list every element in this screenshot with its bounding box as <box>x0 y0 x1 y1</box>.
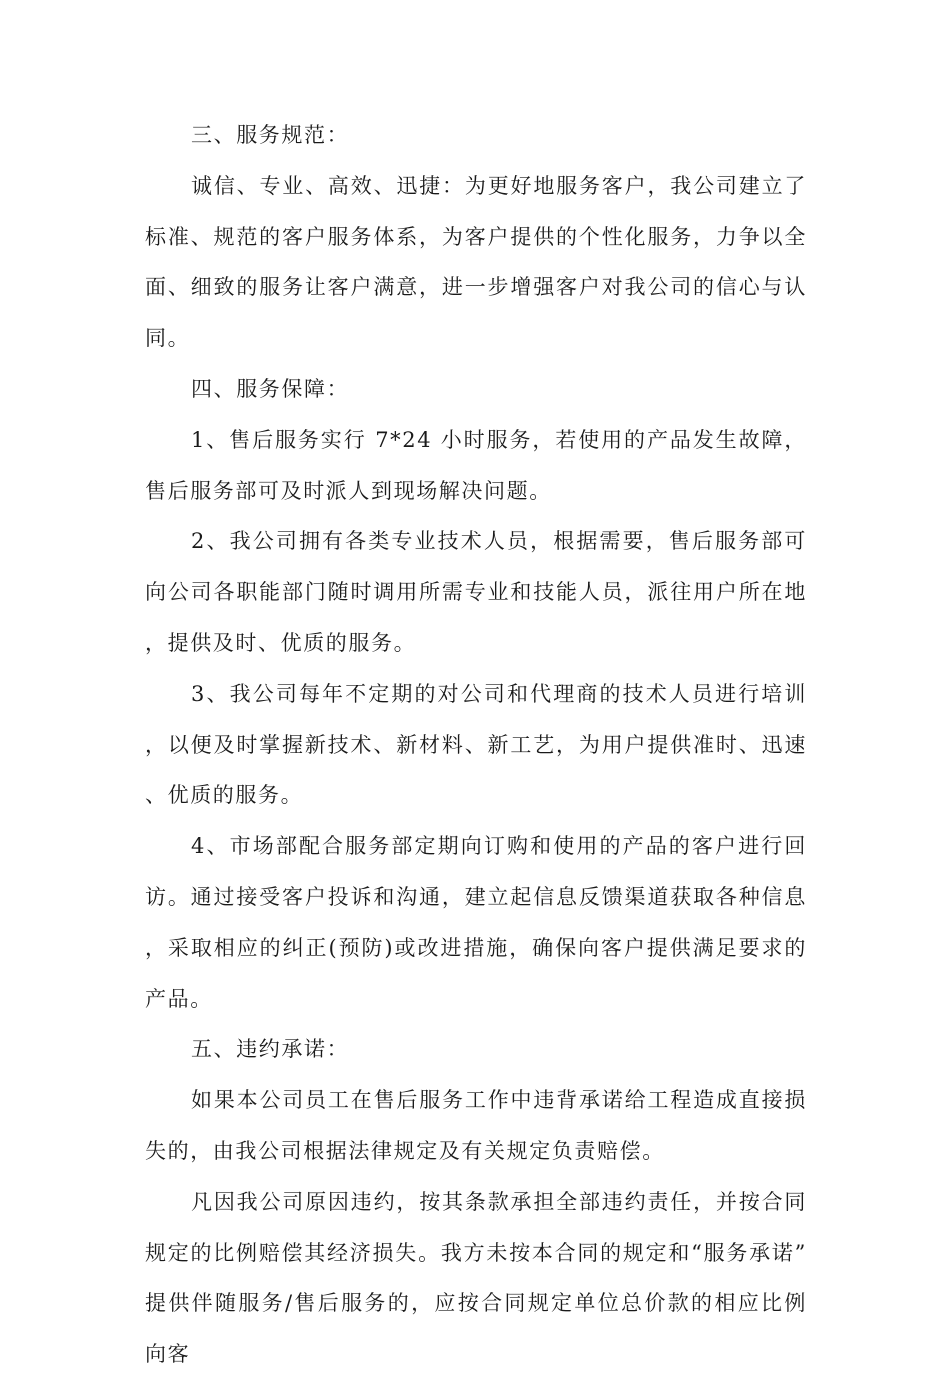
paragraph-guarantee-item-3: 3、我公司每年不定期的对公司和代理商的技术人员进行培训，以便及时掌握新技术、新材料、新工艺，为用户提供准时、迅速、优质的服务。 <box>145 681 807 808</box>
document-body <box>145 110 807 1380</box>
paragraph-guarantee-item-4: 4、市场部配合服务部定期向订购和使用的产品的客户进行回访。通过接受客户投诉和沟通，建立起信息反馈渠道获取各种信息，采取相应的纠正(预防)或改进措施，确保向客户提供满足要求的产品。 <box>145 834 807 1011</box>
paragraph-breach-liability: 凡因我公司原因违约，按其条款承担全部违约责任，并按合同规定的比例赔偿其经济损失。我方未按本合同的规定和“服务承诺”提供伴随服务/售后服务的，应按合同规定单位总价款的相应比例向客 <box>145 1189 807 1367</box>
paragraph-guarantee-item-1: 1、售后服务实行 7*24 小时服务，若使用的产品发生故障，售后服务部可及时派人到现场解决问题。 <box>145 427 807 503</box>
paragraph-service-standards: 诚信、专业、高效、迅捷：为更好地服务客户，我公司建立了标准、规范的客户服务体系，为客户提供的个性化服务，力争以全面、细致的服务让客户满意，进一步增强客户对我公司的信心与认同。 <box>145 173 807 351</box>
section-heading-service-guarantee: 四、服务保障： <box>191 376 350 401</box>
section-heading-breach-commitment: 五、违约承诺： <box>191 1037 350 1062</box>
paragraph-breach-compensation: 如果本公司员工在售后服务工作中违背承诺给工程造成直接损失的，由我公司根据法律规定及有关规定负责赔偿。 <box>145 1088 807 1163</box>
paragraph-guarantee-item-2: 2、我公司拥有各类专业技术人员，根据需要，售后服务部可向公司各职能部门随时调用所需专业和技能人员，派往用户所在地，提供及时、优质的服务。 <box>145 529 807 655</box>
section-heading-service-standards: 三、服务规范： <box>191 123 350 147</box>
